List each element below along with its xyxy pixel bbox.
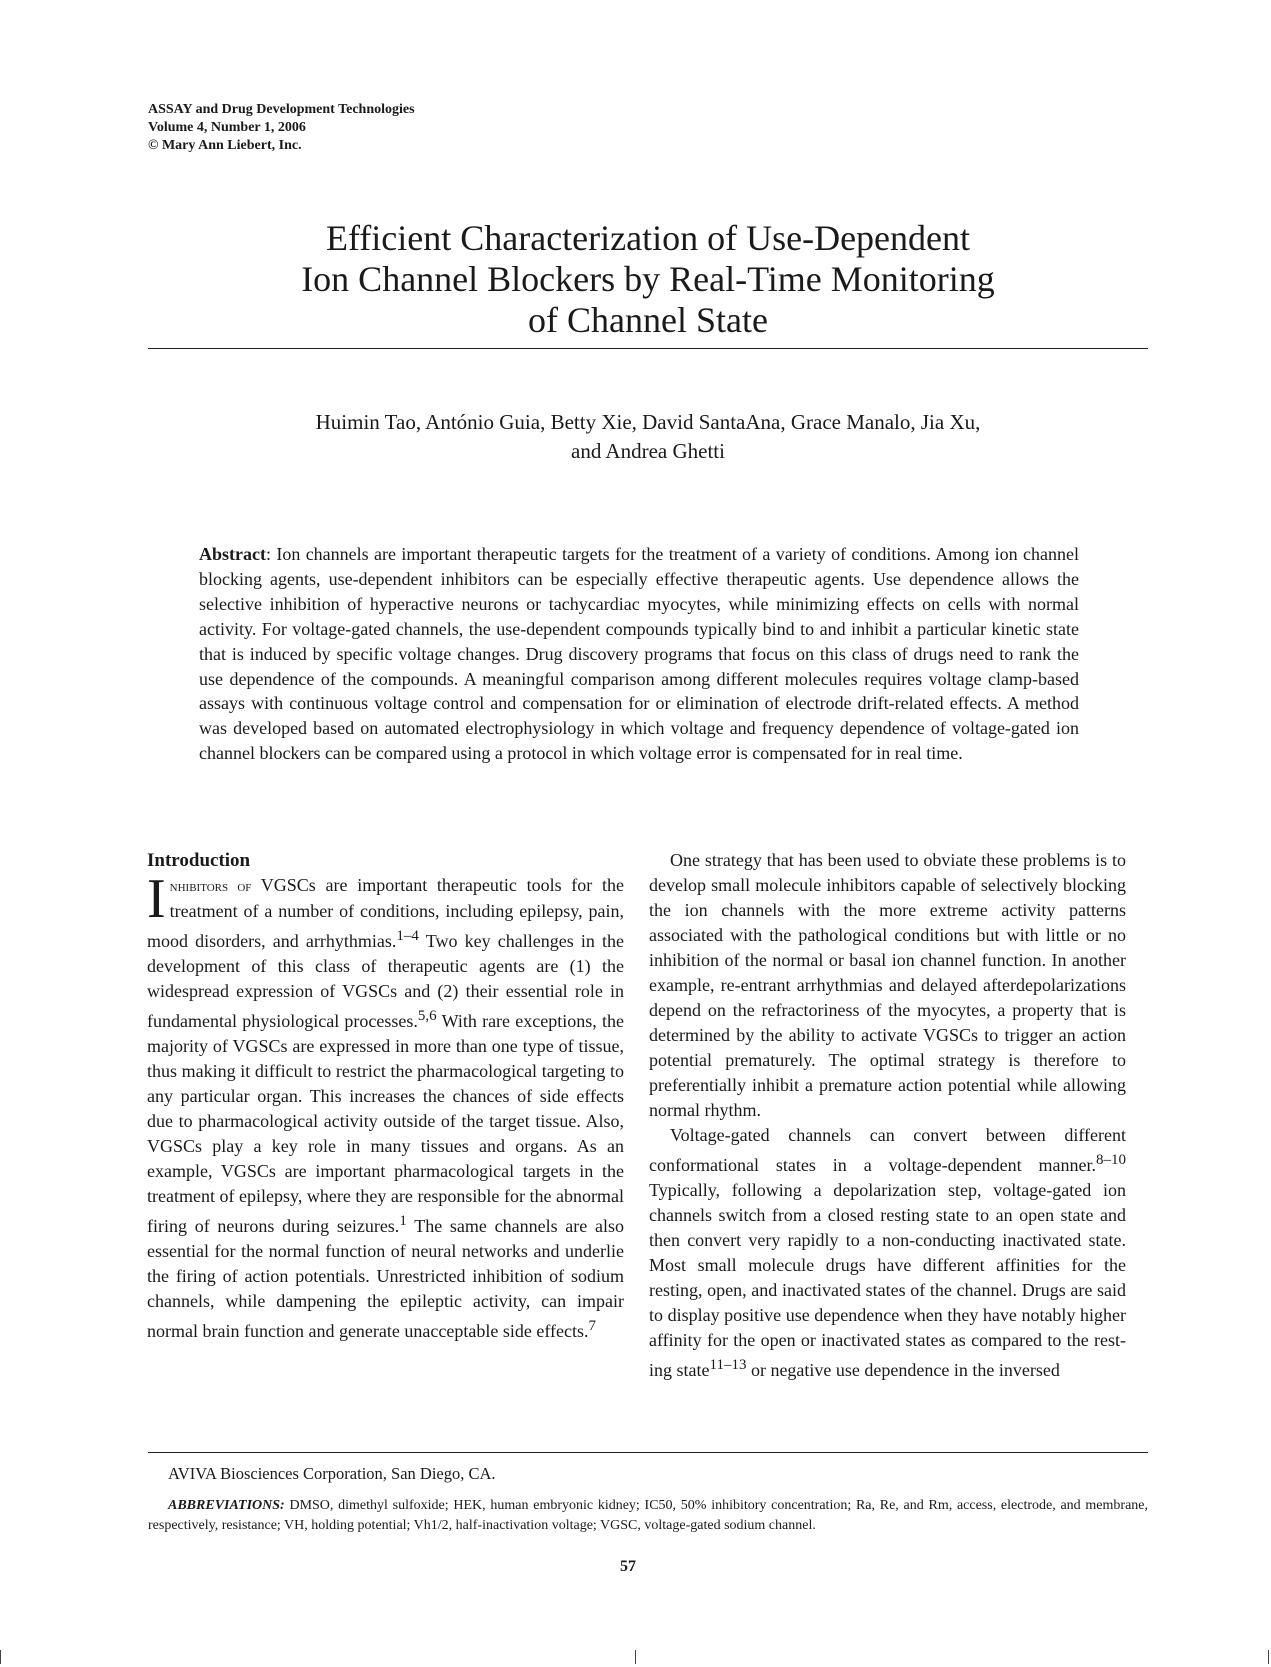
journal-volume: Volume 4, Number 1, 2006 [148,120,306,135]
section-heading: Introduction [147,850,251,871]
left-column [147,848,624,1344]
citation: 1 [399,1213,407,1229]
intro-paragraph [147,868,625,1344]
right-column [649,848,1126,1383]
abbreviations [148,1496,1148,1536]
footnote-rule [148,1452,1148,1453]
affiliation: AVIVA Biosciences Corporation, San Diego, CA. [168,1464,496,1483]
page-number: 57 [620,1558,636,1575]
intro-smallcaps: nhibitors of [169,878,252,895]
para2-text-c: or negative use dependence in the inversed [746,1360,1060,1380]
citation: 8–10 [1096,1152,1126,1168]
journal-copyright: © Mary Ann Liebert, Inc. [148,138,302,153]
abbreviations-label: ABBREVIATIONS: [168,1498,285,1513]
paragraph-strategy: One strategy that has been used to obviate these problems is to develop small molecule inhibitors capable of selectively blocking the ion channels with the more extreme activity patterns associated with the pathological conditions but with little or no inhibition of the normal or basal ion channel function. In another example, re-entrant arrhythmias and delayed afterdepolarizations depend on the refractoriness of the myocytes, a property that is determined by the ability to activate VGSCs to trigger an action potential prematurely. The optimal strategy is therefore to preferentially inhibit a premature action potential while allowing normal rhythm. [649,850,1126,1120]
title-line-1: Efficient Characterization of Use-Dependent [325,218,971,258]
title-rule [148,348,1148,349]
citation: 1–4 [396,928,419,944]
journal-info [148,101,415,155]
journal-name: ASSAY and Drug Development Technologies [148,102,415,117]
intro-text-c: With rare exceptions, the majority of VGSCs are expressed in more than one type of tissue, thus making it difficult to restrict the pharmacological targeting to any particular organ. This increases the chances of side effects due to pharmacological activity outside of the target tissue. Also, VGSCs play a key role in many tissues and organs. As an example, VGSCs are important pharmacological targets in the treatment of epilepsy, where they are responsible for the abnormal firing of neurons during seizures. [147,1011,624,1236]
crop-mark [0,1650,1,1664]
para2-text-a: Voltage-gated channels can convert between different conformational states in a voltage-dependent manner. [649,1125,1126,1175]
title-line-3: of Channel State [528,300,768,340]
abstract-label: Abstract [199,544,266,564]
crop-mark [1268,1650,1269,1664]
article-title [148,218,1148,341]
abbreviations-text: DMSO, dimethyl sulfoxide; HEK, human embryonic kidney; IC50, 50% inhibitory concentration; Ra, Re, and Rm, access, electrode, and membrane, respectively, resistance; VH, holding potential; Vh1/2, half-inactivation voltage; VGSC, voltage-gated sodium channel. [148,1498,1148,1533]
authors-line-1: Huimin Tao, António Guia, Betty Xie, David SantaAna, Grace Manalo, Jia Xu, [315,410,981,434]
authors-line-2: and Andrea Ghetti [571,439,725,463]
intro-text-d: The same channels are also essential for the normal function of neural networks and underlie the firing of action potentials. Unrestricted inhibition of sodium channels, while dampening the epileptic activity, can impair normal brain function and generate unacceptable side effects. [147,1216,624,1341]
para2-text-b: Typically, following a depolarization step, voltage-gated ion channels switch from a closed resting state to an open state and then convert very rapidly to a non-conducting inactivated state. Most small molecule drugs have different affinities for the resting, open, and inactivated states of the channel. Drugs are said to display positive use dependence when they have notably higher affinity for the open or inactivated states as compared to the resting state [649,1180,1126,1380]
paragraph-voltage-gated [649,1123,1126,1383]
drop-cap: I [147,868,166,930]
citation: 7 [588,1318,596,1334]
intro-text-a: VGSCs are important therapeutic tools for the treatment of a number of conditions, including epilepsy, pain, mood disorders, and arrhythmias. [147,875,625,951]
intro-text-b: Two key challenges in the development of this class of therapeutic agents are (1) the widespread expression of VGSCs and (2) their essential role in fundamental physiological processes. [147,931,625,1031]
citation: 11–13 [709,1357,747,1373]
title-line-2: Ion Channel Blockers by Real-Time Monitoring [301,259,995,299]
author-list [148,408,1148,466]
crop-mark [635,1650,636,1664]
citation: 5,6 [417,1008,437,1024]
abstract-text: : Ion channels are important therapeutic targets for the treatment of a variety of conditions. Among ion channel blocking agents, use-dependent inhibitors can be especially effective therapeutic agents. Use dependence allows the selective inhibition of hyperactive neurons or tachycardiac myocytes, while minimizing effects on cells with normal activity. For voltage-gated channels, the use-dependent compounds typically bind to and inhibit a particular kinetic state that is induced by specific voltage changes. Drug discovery programs that focus on this class of drugs need to rank the use dependence of the compounds. A meaningful comparison among different molecules requires voltage clamp-based assays with continuous voltage control and compensation for or elimination of electrode drift-related effects. A method was developed based on automated electrophysiology in which voltage and frequency dependence of voltage-gated ion channel blockers can be compared using a protocol in which voltage error is compensated for in real time. [199,544,1079,764]
abstract [199,542,1079,766]
